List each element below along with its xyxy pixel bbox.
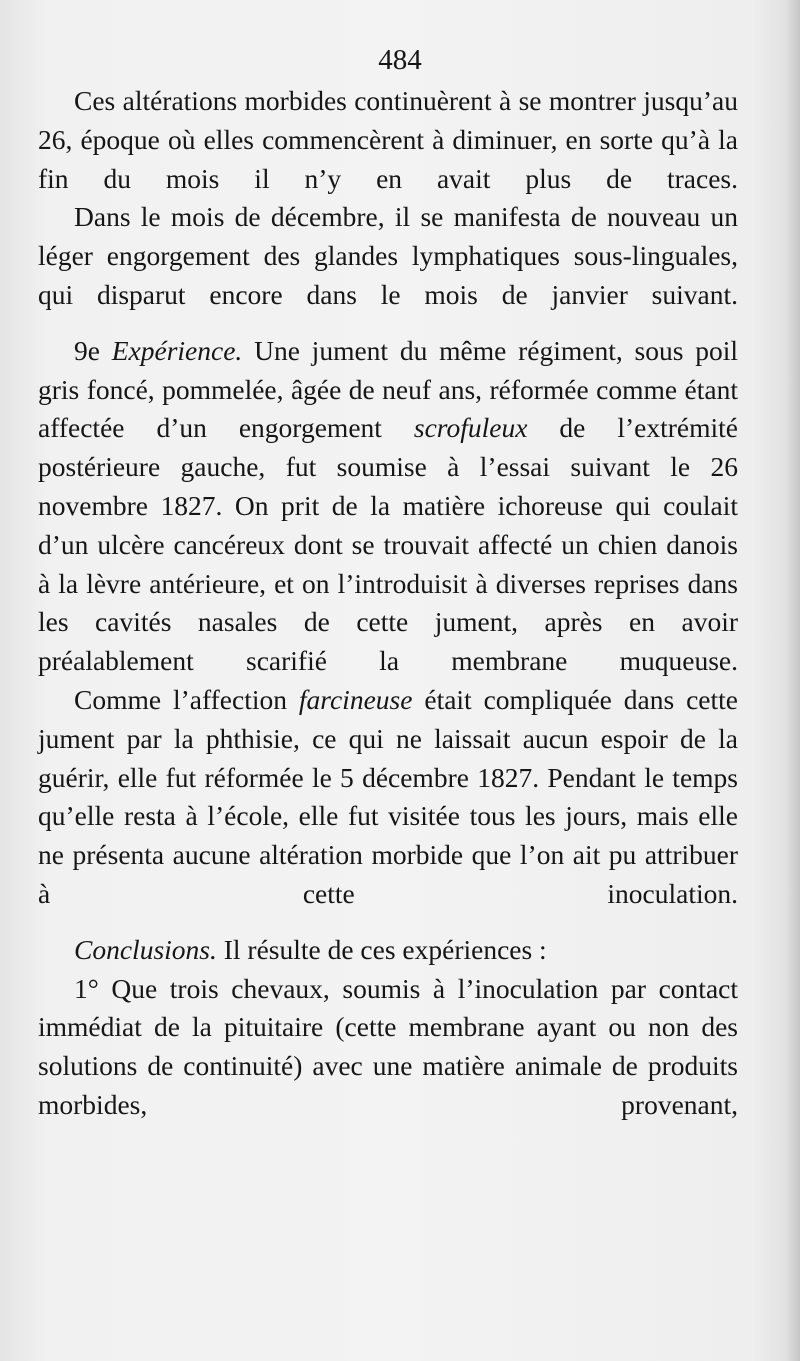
paragraph — [38, 681, 738, 914]
page-number: 484 — [378, 44, 422, 76]
text-segment: Une jument du même régiment, sous poil gris foncé, pommelée, âgée de neuf ans, réformée comme étant affectée d’un engorgement — [38, 334, 738, 444]
italic-heading: Conclusions. — [74, 933, 217, 965]
body-text — [38, 82, 738, 1125]
text-segment: Dans le mois de décembre, il se manifesta de nouveau un léger engorgement des glandes lymphatiques sous-linguales, qui disparut encore dans le mois de janvier suivant. — [38, 201, 738, 310]
paragraph — [38, 332, 738, 681]
text-segment: était compliquée dans cette jument par la phthisie, ce qui ne laissait aucun espoir de la guérir, elle fut réformée le 5 décembre 1827. Pendant le temps qu’elle resta à l’école, elle fut visitée tous les jours, mais elle ne présenta aucune altération morbide que l’on ait pu attribuer à cette inoculation. — [38, 683, 738, 909]
italic-term: farcineuse — [298, 683, 413, 715]
paragraph — [38, 970, 738, 1125]
text-segment: Il résulte de ces expériences : — [216, 933, 547, 965]
italic-heading: Expérience. — [111, 334, 243, 366]
text-segment: Ces altérations morbides continuèrent à se montrer jusqu’au 26, époque où elles commencèrent à diminuer, en sorte qu’à la fin du mois il n’y en avait plus de traces. — [38, 85, 738, 194]
paragraph — [38, 931, 738, 970]
text-segment: 1° Que trois chevaux, soumis à l’inoculation par contact immédiat de la pituitaire (cette membrane ayant ou non des solutions de continuité) avec une matière animale de produits morbides, provenant, — [38, 972, 738, 1120]
page-edge-shadow — [786, 0, 800, 1361]
paragraph — [38, 82, 738, 198]
text-segment: 9e — [74, 334, 112, 366]
text-segment: Comme l’affection — [74, 683, 299, 715]
italic-term: scrofuleux — [413, 412, 528, 444]
paragraph — [38, 198, 738, 314]
text-segment: de l’extrémité postérieure gauche, fut soumise à l’essai suivant le 26 novembre 1827. On prit de la matière ichoreuse qui coulait d’un ulcère cancéreux dont se trouvait affecté un chien danois à la lèvre antérieure, et on l’introduisit à diverses reprises dans les cavités nasales de cette jument, après en avoir préalablement scarifié la membrane muqueuse. — [38, 412, 738, 677]
